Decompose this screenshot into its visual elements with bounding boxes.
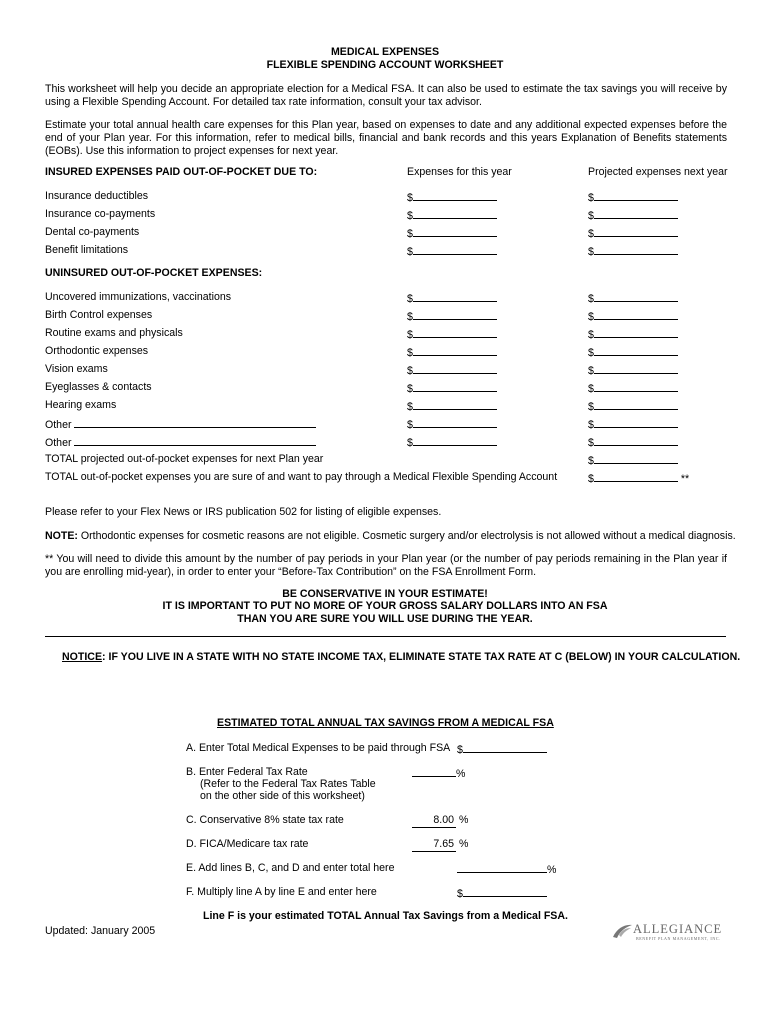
amount-field-next-year[interactable]: $ (588, 399, 678, 414)
line-b-note-2: on the other side of this worksheet) (200, 790, 365, 802)
other-expense-row (45, 435, 316, 450)
total-sure-label: TOTAL out-of-pocket expenses you are sure of and want to pay through a Medical Flexible Spending Account (45, 471, 558, 483)
amount-field-this-year[interactable]: $ (407, 244, 497, 259)
amount-field-this-year[interactable]: $ (407, 399, 497, 414)
line-c-field: 8.00 % (412, 814, 468, 828)
divider-line (45, 636, 726, 637)
line-f-field[interactable]: $ (457, 886, 547, 901)
insured-section-header: INSURED EXPENSES PAID OUT-OF-POCKET DUE TO: (45, 166, 318, 178)
note-line (45, 530, 736, 543)
amount-field-this-year[interactable]: $ (407, 363, 497, 378)
title-line-2: FLEXIBLE SPENDING ACCOUNT WORKSHEET (266, 59, 504, 71)
amount-field-this-year[interactable]: $ (407, 327, 497, 342)
conservative-line-3: THAN YOU ARE SURE YOU WILL USE DURING THE YEAR. (237, 613, 533, 625)
expense-row-label: Other (45, 419, 72, 431)
line-e-field[interactable]: % (457, 862, 556, 877)
amount-field-next-year[interactable]: $ (588, 327, 678, 342)
amount-field-this-year[interactable]: $ (407, 381, 497, 396)
expense-row-label: Uncovered immunizations, vaccinations (45, 291, 232, 303)
total-projected-label: TOTAL projected out-of-pocket expenses for next Plan year (45, 453, 324, 465)
logo-subtitle: BENEFIT PLAN MANAGEMENT, INC. (636, 936, 721, 941)
refer-note: Please refer to your Flex News or IRS publication 502 for listing of eligible expenses. (45, 506, 442, 518)
other-description-field[interactable] (74, 435, 316, 446)
note-label: NOTE: (45, 530, 78, 542)
other-expense-row (45, 417, 316, 432)
expense-row-label: Dental co-payments (45, 226, 140, 238)
amount-field-next-year[interactable]: $ (588, 190, 678, 205)
expense-row-label: Birth Control expenses (45, 309, 153, 321)
line-c-label: C. Conservative 8% state tax rate (186, 814, 344, 826)
expense-row-label: Insurance co-payments (45, 208, 156, 220)
expense-row-label: Benefit limitations (45, 244, 129, 256)
expense-row-label: Eyeglasses & contacts (45, 381, 152, 393)
expense-row-label: Insurance deductibles (45, 190, 149, 202)
line-e-label: E. Add lines B, C, and D and enter total here (186, 862, 395, 874)
amount-field-this-year[interactable]: $ (407, 208, 497, 223)
line-a-field[interactable]: $ (457, 742, 547, 757)
line-d-field: 7.65 % (412, 838, 468, 852)
expense-row-label: Orthodontic expenses (45, 345, 149, 357)
column-header-next-year: Projected expenses next year (588, 166, 728, 178)
intro-paragraph: This worksheet will help you decide an appropriate election for a Medical FSA. It can also be used to estimate the tax savings you will receive by using a Flexible Spending Account. For detailed tax rate information, consult your tax advisor. (45, 83, 727, 109)
notice-text: : IF YOU LIVE IN A STATE WITH NO STATE INCOME TAX, ELIMINATE STATE TAX RATE AT C (BELOW) IN YOUR CALCULATION. (102, 651, 741, 663)
line-c-value: 8.00 (412, 814, 456, 828)
amount-field-next-year[interactable]: $ (588, 417, 678, 432)
line-d-label: D. FICA/Medicare tax rate (186, 838, 309, 850)
amount-field-this-year[interactable]: $ (407, 345, 497, 360)
amount-field-next-year[interactable]: $ (588, 309, 678, 324)
notice-label: NOTICE (62, 651, 103, 663)
divide-note: ** You will need to divide this amount by the number of pay periods in your Plan year (or the number of pay periods remaining in the Plan year if you are enrolling mid-year), in order to enter your “Before-Tax Contribution” on the FSA Enrollment Form. (45, 553, 727, 579)
other-description-field[interactable] (74, 417, 316, 428)
notice-line (62, 651, 740, 664)
amount-field-this-year[interactable]: $ (407, 226, 497, 241)
updated-date: Updated: January 2005 (45, 925, 156, 937)
expense-row-label: Other (45, 437, 72, 449)
amount-field-this-year[interactable]: $ (407, 417, 497, 432)
expense-row-label: Routine exams and physicals (45, 327, 183, 339)
line-a-label: A. Enter Total Medical Expenses to be paid through FSA (186, 742, 451, 754)
amount-field-next-year[interactable]: $ (588, 345, 678, 360)
amount-field-this-year[interactable]: $ (407, 190, 497, 205)
amount-field-next-year[interactable]: $ (588, 291, 678, 306)
line-b-label: B. Enter Federal Tax Rate (186, 766, 308, 778)
swoosh-icon (611, 922, 633, 940)
allegiance-logo (611, 920, 731, 942)
expense-row-label: Vision exams (45, 363, 108, 375)
total-projected-field[interactable]: $ (588, 453, 678, 468)
amount-field-next-year[interactable]: $ (588, 208, 678, 223)
amount-field-this-year[interactable]: $ (407, 435, 497, 450)
amount-field-next-year[interactable]: $ (588, 435, 678, 450)
total-sure-field[interactable]: $ ** (588, 473, 690, 485)
logo-name: ALLEGIANCE (633, 922, 723, 936)
double-star-note: ** (680, 473, 690, 485)
line-b-field[interactable]: % (412, 766, 465, 781)
savings-header: ESTIMATED TOTAL ANNUAL TAX SAVINGS FROM A MEDICAL FSA (217, 717, 554, 729)
expense-row-label: Hearing exams (45, 399, 117, 411)
amount-field-next-year[interactable]: $ (588, 244, 678, 259)
conservative-line-2: IT IS IMPORTANT TO PUT NO MORE OF YOUR GROSS SALARY DOLLARS INTO AN FSA (162, 600, 608, 612)
amount-field-this-year[interactable]: $ (407, 309, 497, 324)
line-d-value: 7.65 (412, 838, 456, 852)
amount-field-next-year[interactable]: $ (588, 226, 678, 241)
amount-field-next-year[interactable]: $ (588, 381, 678, 396)
amount-field-next-year[interactable]: $ (588, 363, 678, 378)
conservative-line-1: BE CONSERVATIVE IN YOUR ESTIMATE! (282, 588, 488, 600)
estimate-paragraph: Estimate your total annual health care expenses for this Plan year, based on expenses to date and any additional expected expenses before the end of your Plan year. For this information, refer to medical bills, financial and bank records and this years Explanation of Benefits statements (EOBs). Use this information to project expenses for next year. (45, 119, 727, 158)
uninsured-section-header: UNINSURED OUT-OF-POCKET EXPENSES: (45, 267, 263, 279)
note-text: Orthodontic expenses for cosmetic reasons are not eligible. Cosmetic surgery and/or electrolysis is not allowed without a medical diagnosis. (77, 530, 736, 542)
line-f-summary: Line F is your estimated TOTAL Annual Tax Savings from a Medical FSA. (203, 910, 568, 922)
line-b-note-1: (Refer to the Federal Tax Rates Table (200, 778, 376, 790)
line-f-label: F. Multiply line A by line E and enter here (186, 886, 377, 898)
amount-field-this-year[interactable]: $ (407, 291, 497, 306)
column-header-this-year: Expenses for this year (407, 166, 512, 178)
title-line-1: MEDICAL EXPENSES (330, 46, 440, 58)
